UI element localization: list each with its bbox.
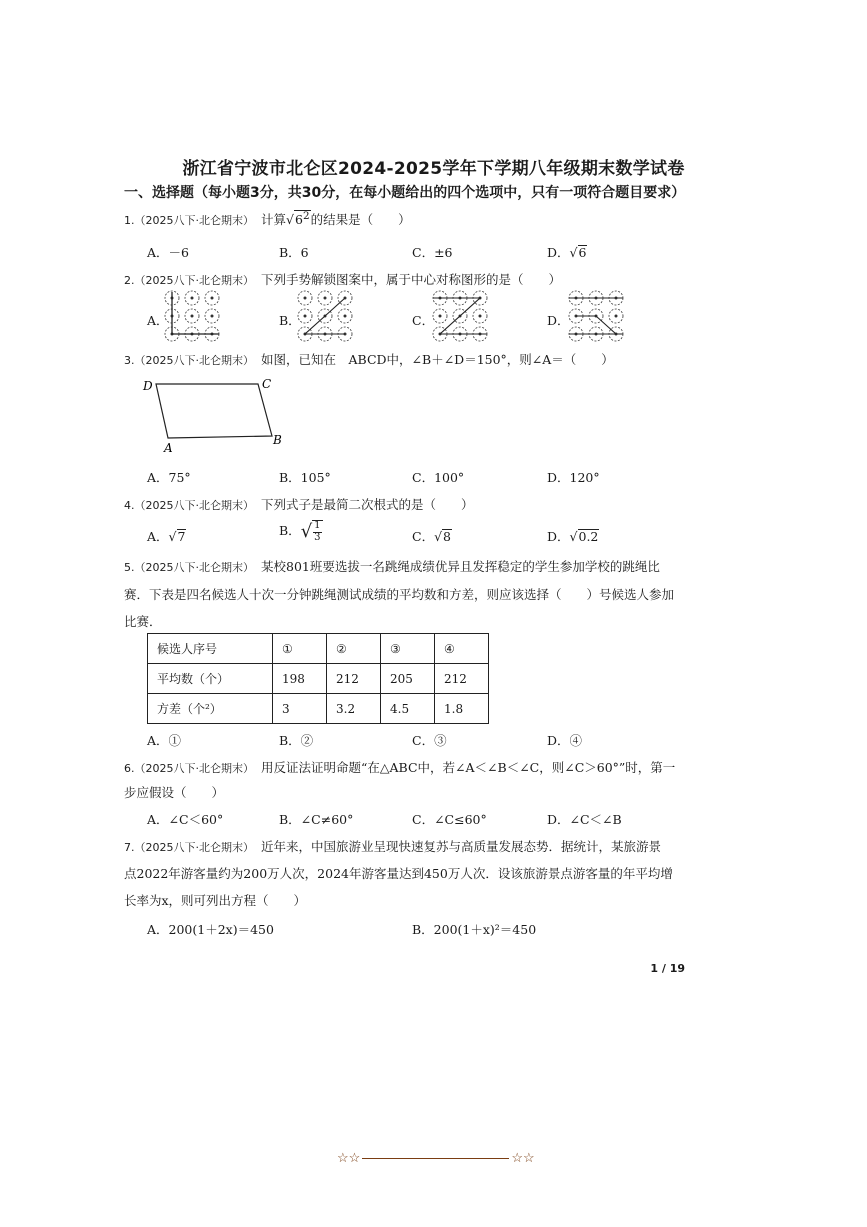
q7-line-2: 点2022年游客量约为200万人次，2024年游客量达到450万人次．设该旅游景点游客量的年平均增	[124, 866, 673, 881]
option-b: B．200(1＋x)²＝450	[412, 922, 537, 937]
vertex-label-d: D	[143, 379, 153, 393]
q5-line-2: 赛．下表是四名候选人十次一分钟跳绳测试成绩的平均数和方差，则应该选择（ ）号候选人参加	[124, 587, 675, 602]
exponent: 2	[302, 210, 310, 222]
q2-text: 下列手势解锁图案中，属于中心对称图形的是（ ）	[261, 272, 562, 287]
question-source: （2025八下·北仑期末）	[134, 762, 249, 775]
option-a: A．√7	[147, 529, 186, 544]
question-source: （2025八下·北仑期末）	[134, 499, 249, 512]
footer-ornament	[337, 1151, 535, 1166]
option-b: B．②	[279, 733, 314, 748]
q6-line-1: 用反证法证明命题“在△ABC中，若∠A＜∠B＜∠C，则∠C＞60°”时，第一	[261, 760, 676, 775]
question-5	[124, 557, 660, 575]
question-4	[124, 495, 474, 513]
table-row	[148, 694, 489, 724]
question-number: 7.	[124, 841, 135, 854]
unlock-pattern-b-image	[295, 289, 355, 344]
option-a: A．200(1＋2x)＝450	[147, 922, 274, 937]
option-label: D．	[547, 529, 570, 544]
option-d: D．	[547, 313, 570, 328]
radicand-value: 6	[578, 245, 587, 260]
radicand-value: 0.2	[578, 529, 599, 544]
sqrt-symbol: √	[286, 212, 294, 228]
question-source: （2025八下·北仑期末）	[134, 214, 249, 228]
option-c: C．∠C≤60°	[412, 812, 487, 827]
radicand-value: 6	[295, 212, 303, 228]
question-number: 5.	[124, 561, 135, 574]
option-b: B．105°	[279, 470, 331, 485]
question-number: 3.	[124, 354, 135, 367]
q4-text: 下列式子是最简二次根式的是（ ）	[261, 497, 474, 512]
vertex-label-b: B	[273, 433, 282, 447]
option-c: C．±6	[412, 245, 453, 260]
table-cell: 212	[327, 664, 381, 694]
option-c: C．③	[412, 733, 447, 748]
question-source: （2025八下·北仑期末）	[134, 841, 249, 854]
question-number: 6.	[124, 762, 135, 775]
fraction	[312, 520, 322, 543]
option-b: B．6	[279, 245, 309, 260]
q1-radicand	[294, 210, 311, 227]
table-header-row	[148, 634, 489, 664]
option-d: D．√0.2	[547, 529, 599, 544]
option-label: B．	[279, 523, 301, 538]
numerator: 1	[314, 520, 321, 531]
option-b: B．∠C≠60°	[279, 812, 354, 827]
q5-line-3: 比赛．	[124, 614, 162, 629]
vertex-label-a: A	[164, 441, 173, 455]
question-source: （2025八下·北仑期末）	[134, 274, 249, 287]
denominator: 3	[314, 531, 321, 543]
table-cell: 1.8	[435, 694, 489, 724]
question-number: 1.	[124, 214, 135, 228]
q7-line-3: 长率为x，则可列出方程（ ）	[124, 893, 307, 908]
question-number: 2.	[124, 274, 135, 287]
table-cell: 4.5	[381, 694, 435, 724]
star-icon: ☆☆	[511, 1151, 535, 1166]
option-c: C．100°	[412, 470, 465, 485]
sqrt-symbol: √	[300, 521, 313, 542]
option-a: A．∠C＜60°	[147, 812, 224, 827]
option-c: C．√8	[412, 529, 451, 544]
option-a: A．－6	[147, 245, 189, 260]
option-label: A．	[147, 529, 169, 544]
table-row	[148, 664, 489, 694]
question-source: （2025八下·北仑期末）	[134, 561, 249, 574]
parallelogram-figure	[140, 372, 290, 457]
star-icon: ☆☆	[337, 1151, 361, 1166]
table-cell: 平均数（个）	[148, 664, 273, 694]
option-b	[279, 520, 323, 543]
q7-line-1: 近年来，中国旅游业呈现快速复苏与高质量发展态势．据统计，某旅游景	[261, 839, 662, 854]
unlock-pattern-d-image	[566, 289, 626, 344]
candidate-table	[147, 633, 489, 724]
divider	[362, 1158, 509, 1159]
table-cell: 3	[273, 694, 327, 724]
radicand-value: 8	[443, 529, 451, 544]
unlock-pattern-a-image	[162, 289, 222, 344]
option-a: A．①	[147, 733, 182, 748]
q1-text-a: 计算	[261, 212, 287, 228]
question-7	[124, 837, 661, 855]
option-a: A．	[147, 313, 169, 328]
table-cell: 候选人序号	[148, 634, 273, 664]
question-1	[124, 210, 411, 228]
table-cell: ③	[381, 634, 435, 664]
question-6	[124, 758, 675, 776]
question-3	[124, 350, 614, 368]
option-d: D．120°	[547, 470, 600, 485]
table-cell: ④	[435, 634, 489, 664]
radicand-value: 7	[177, 529, 186, 544]
table-cell: 205	[381, 664, 435, 694]
unlock-pattern-c-image	[430, 289, 490, 344]
table-cell: 方差（个²）	[148, 694, 273, 724]
section-heading: 一、选择题（每小题3分，共30分，在每小题给出的四个选项中，只有一项符合题目要求）	[124, 185, 686, 201]
table-cell: 3.2	[327, 694, 381, 724]
option-a: A．75°	[147, 470, 191, 485]
page-number: 1 / 19	[650, 962, 685, 975]
option-label: D．	[547, 245, 570, 260]
option-d: D．④	[547, 733, 583, 748]
table-cell: ②	[327, 634, 381, 664]
option-d: D．∠C＜∠B	[547, 812, 622, 827]
page-title: 浙江省宁波市北仑区2024-2025学年下学期八年级期末数学试卷	[182, 159, 685, 179]
vertex-label-c: C	[262, 377, 272, 391]
q3-text: 如图，已知在 ABCD中，∠B＋∠D＝150°，则∠A＝（ ）	[261, 352, 614, 367]
table-cell: 212	[435, 664, 489, 694]
question-2	[124, 270, 561, 288]
question-source: （2025八下·北仑期末）	[134, 354, 249, 367]
option-c: C．	[412, 313, 435, 328]
option-d: D．√6	[547, 245, 587, 260]
q5-line-1: 某校801班要选拔一名跳绳成绩优异且发挥稳定的学生参加学校的跳绳比	[261, 559, 660, 574]
table-cell: 198	[273, 664, 327, 694]
table-cell: ①	[273, 634, 327, 664]
q6-line-2: 步应假设（ ）	[124, 785, 225, 800]
q1-text-b: 的结果是（ ）	[310, 212, 411, 228]
option-b: B．	[279, 313, 301, 328]
option-label: C．	[412, 529, 435, 544]
question-number: 4.	[124, 499, 135, 512]
